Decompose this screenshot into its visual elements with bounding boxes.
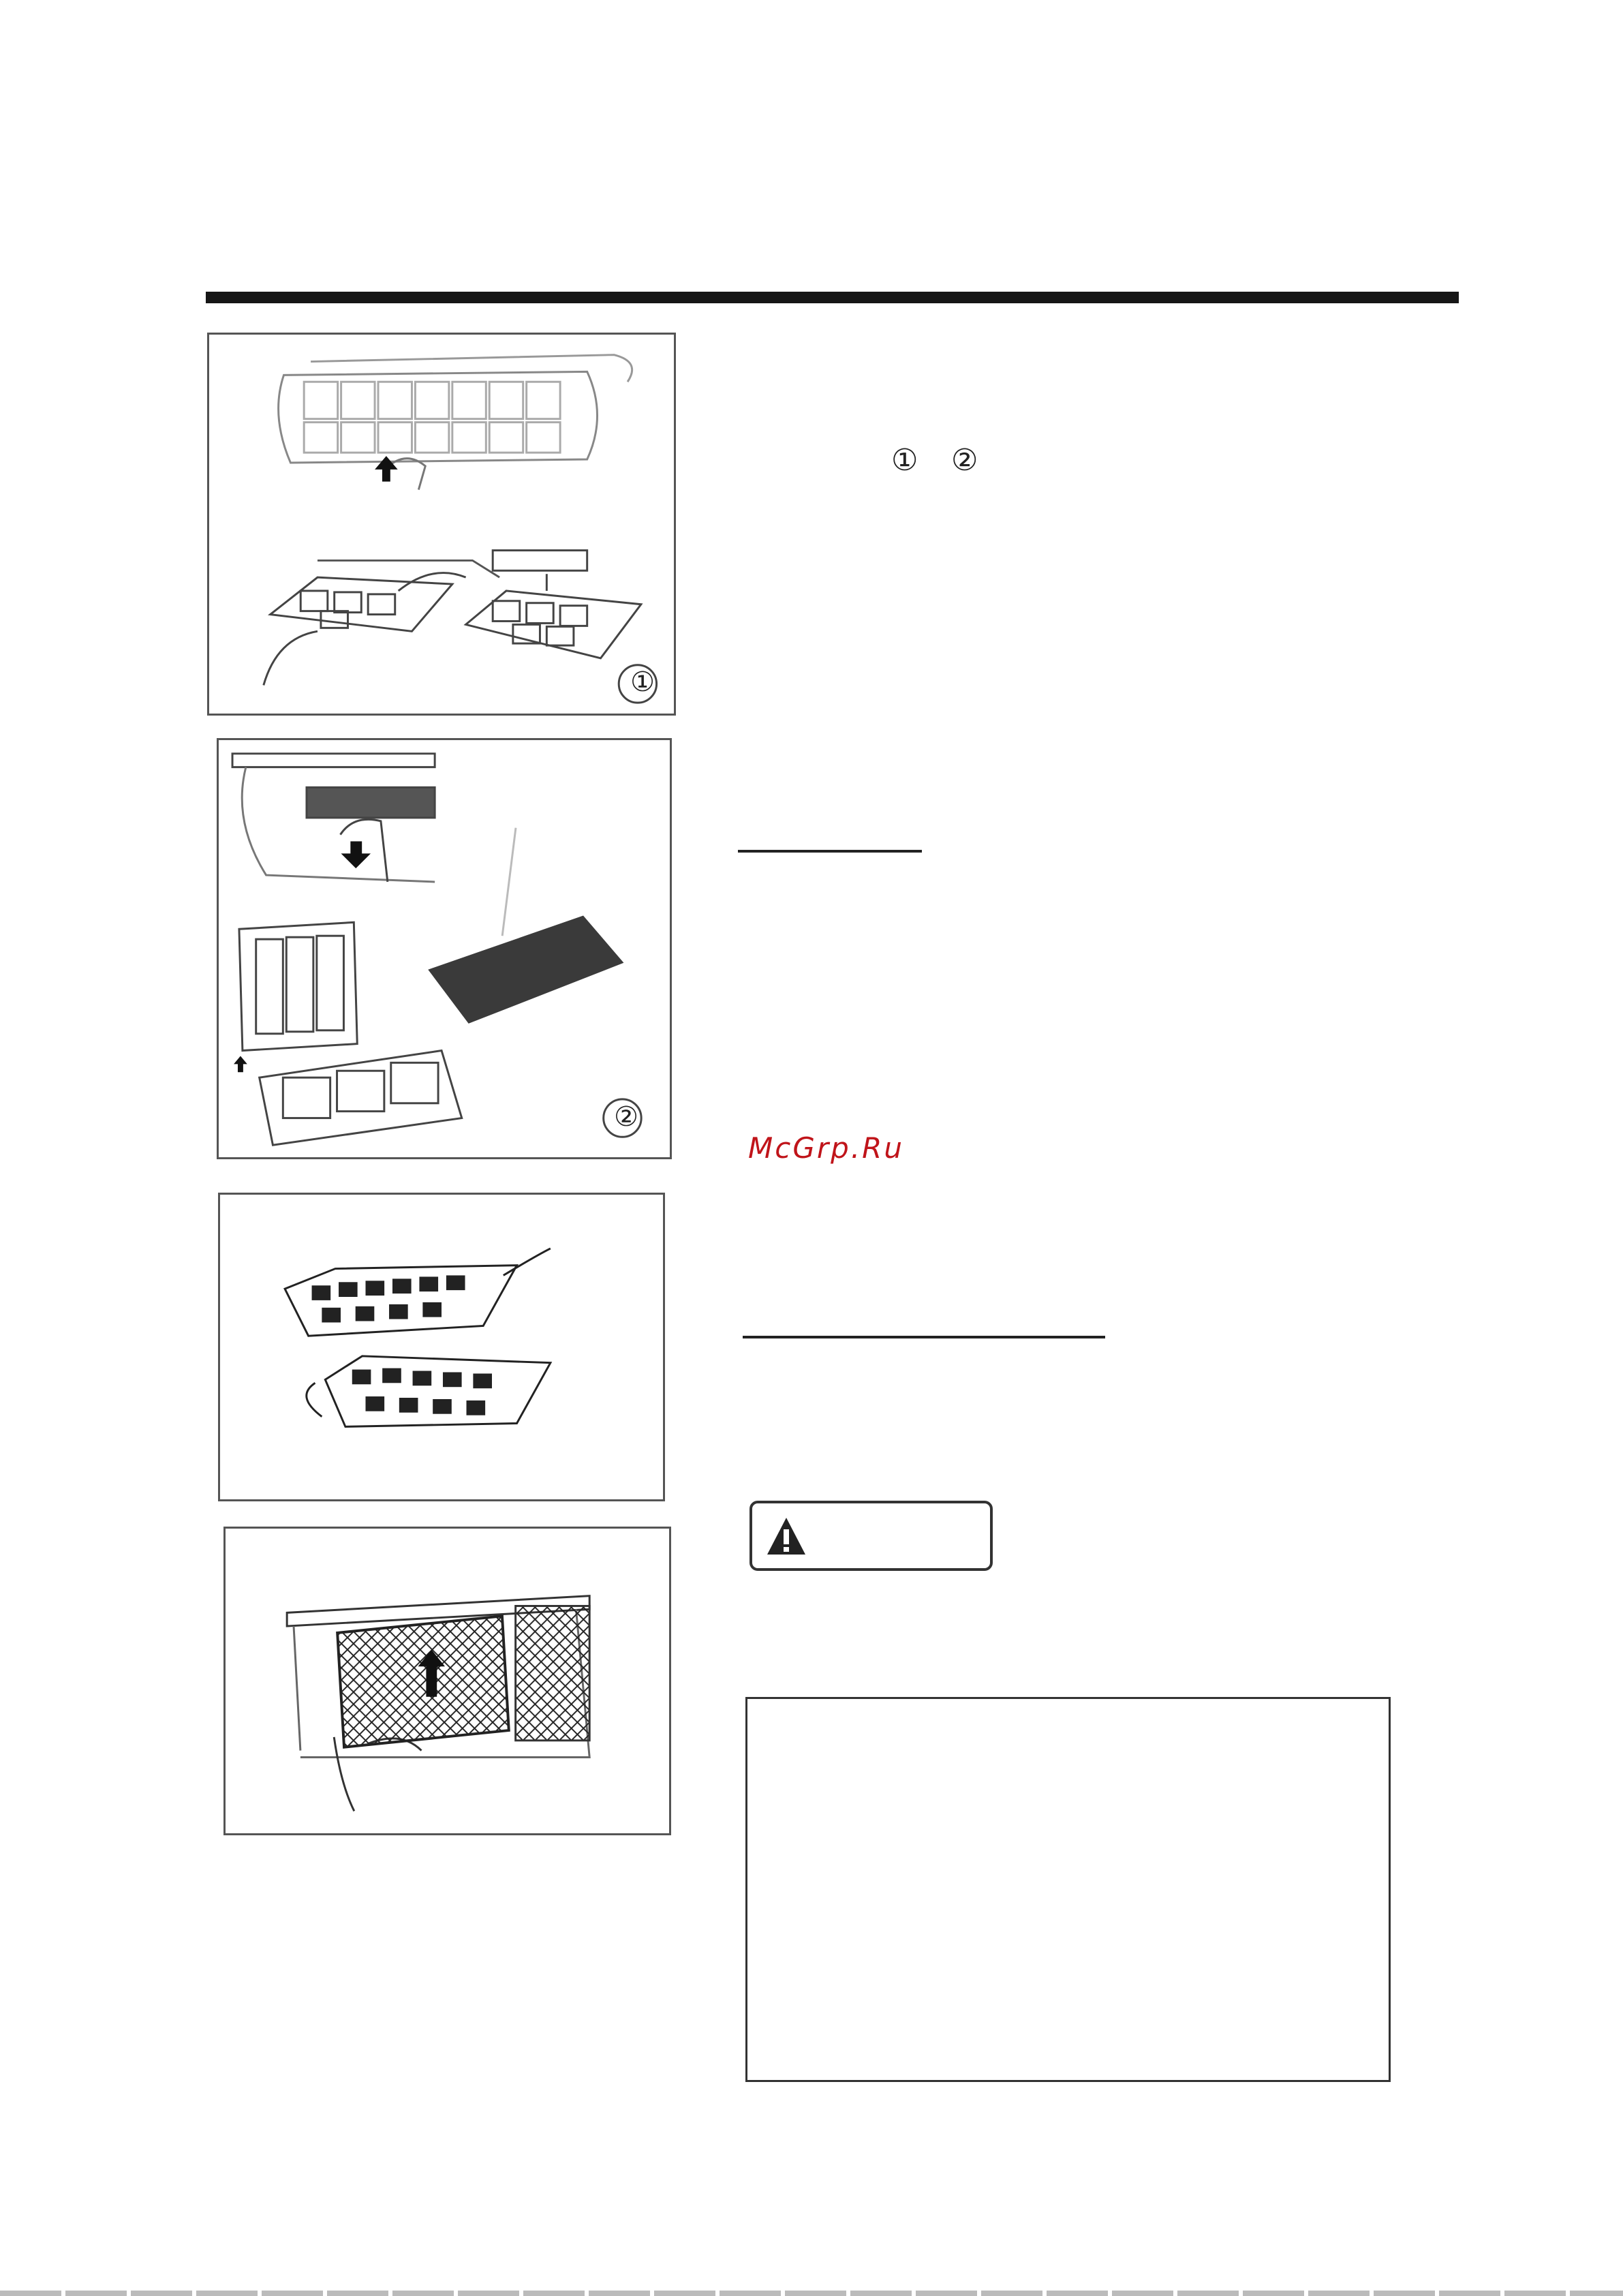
watermark-text: McGrp.Ru xyxy=(748,1131,904,1165)
figure-label-1: ① xyxy=(630,667,655,698)
filter-reinstall-illustration xyxy=(226,1529,669,1833)
figure-filter-removal xyxy=(207,333,676,716)
header-rule xyxy=(206,292,1459,303)
air-cleaner-illustration xyxy=(219,740,670,1157)
caution-box xyxy=(749,1501,993,1571)
section-underline-1 xyxy=(738,850,922,853)
step-marker-2: ② xyxy=(951,443,978,478)
figure-label-2: ② xyxy=(614,1101,638,1133)
warning-triangle-icon xyxy=(766,1516,807,1557)
filter-removal-illustration xyxy=(209,335,674,714)
page-bottom-edge xyxy=(0,2291,1623,2296)
figure-air-cleaner-filter xyxy=(217,738,672,1159)
section-underline-2 xyxy=(743,1336,1105,1338)
step-marker-1: ① xyxy=(891,443,918,478)
filter-cleaning-illustration xyxy=(220,1195,663,1499)
note-box xyxy=(745,1697,1391,2082)
figure-filter-cleaning xyxy=(218,1193,665,1501)
figure-filter-reinstall xyxy=(223,1527,671,1835)
